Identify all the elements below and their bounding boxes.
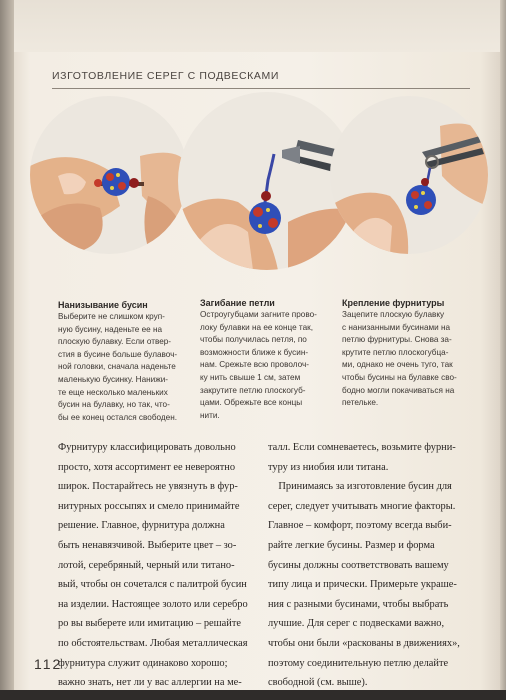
- step-1-title: Нанизывание бусин: [58, 300, 148, 310]
- step-2-title: Загибание петли: [200, 298, 275, 308]
- step-3-text: Зацепите плоскую булавку с нанизанными бусинами на петлю фурнитуры. Снова за- крутите петлю плоскогубца- ми, однако не очень туго, так чтобы бусины на булавке сво- бодно могли покачиваться на петельке.: [342, 310, 457, 408]
- section-title: ИЗГОТОВЛЕНИЕ СЕРЕГ С ПОДВЕСКАМИ: [52, 70, 279, 82]
- step-2-text: Остроугубцами загните прово- локу булавки на ее конце так, чтобы получилась петля, по возможности ближе к бусин- нам. Срежьте всю проволоч- ку нить свыше 1 см, затем закрутите петлю плоскогуб- цами. Обрежьте все концы нити.: [200, 310, 317, 420]
- body-column-left: Фурнитуру классифицировать довольно просто, хотя ассортимент ее невероятно широк. Постарайтесь не увязнуть в фур- нитурных россыпях и смело принимайте решение. Главное, фурнитура должна быть ненавязчивой. Выберите цвет – зо- лотой, серебряный, черный или титано- вый, чтобы он сочетался с палитрой бусин на изделии. Настоящее золото или серебро ро вы выберете или имитацию – решайте по обстоятельствам. Любая металлическая фурнитура служит одинаково хорошо; важно знать, нет ли у вас аллергии на ме-: [58, 442, 248, 689]
- step-3-title: Крепление фурнитуры: [342, 298, 445, 308]
- page-top-margin: [0, 0, 506, 52]
- step-photo-findings: [330, 96, 488, 254]
- page-bottom-edge: [0, 690, 506, 700]
- body-column-right: талл. Если сомневаетесь, возьмите фурни- туру из ниобия или титана. Принимаясь за изготовление бусин для серег, следует учитывать многие факторы. Главное – комфорт, поэтому всегда выби- райте легкие бусины. Размер и форма бусины должны соответствовать вашему типу лица и прически. Примерьте украше- ния с разными бусинами, чтобы выбрать лучшие. Для серег с подвесками важно, чтобы они были «раскованы в движениях», поэтому соединительную петлю делайте свободной (см. выше).: [268, 442, 460, 689]
- step-1-text: Выберите не слишком круп- ную бусину, наденьте ее на плоскую булавку. Если отвер- стия в бусине больше булавоч- ной головки, сначала наденьте маленькую бусинку. Нанижи- те еще несколько маленьких бусин на булавку, но так, что- бы ее конец остался свободен.: [58, 312, 178, 422]
- step-photo-threading: [30, 96, 188, 254]
- page-number: 112: [34, 656, 63, 672]
- title-rule: [52, 88, 470, 89]
- page-edge: [500, 0, 506, 700]
- book-spine-shadow: [0, 0, 14, 700]
